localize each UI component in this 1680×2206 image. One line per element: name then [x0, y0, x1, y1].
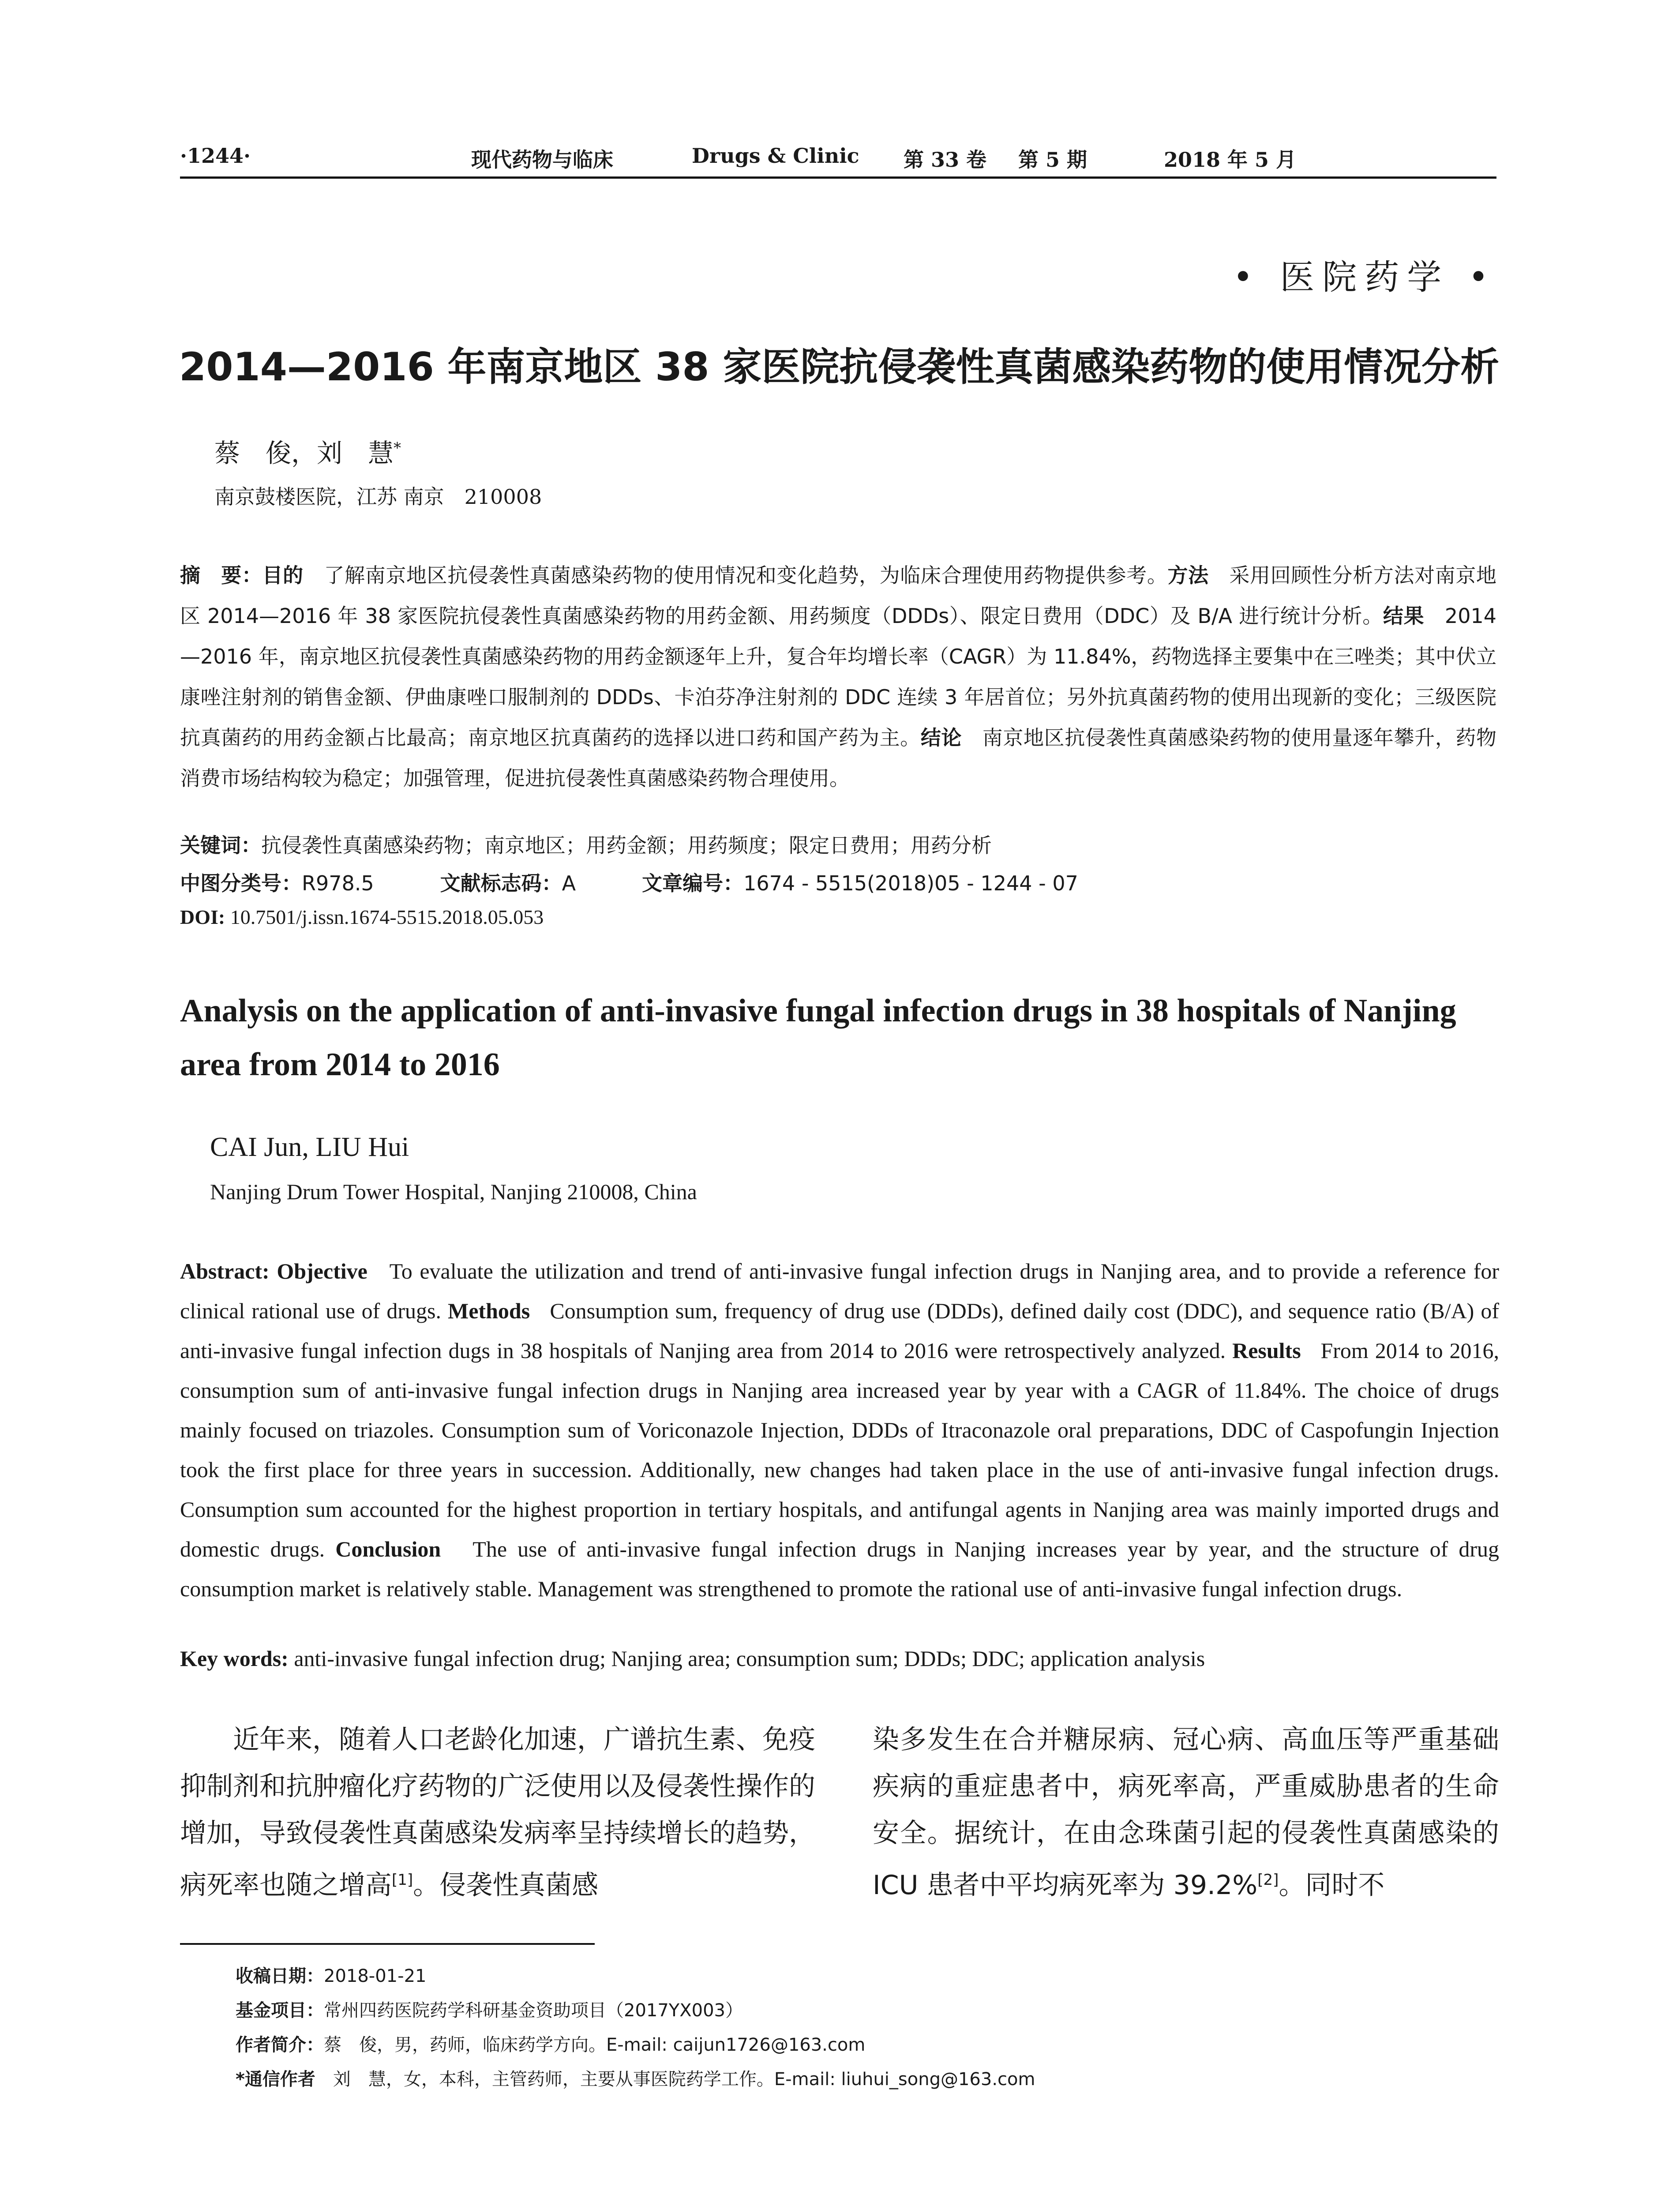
issue: 第 5 期 [1018, 148, 1088, 172]
author-names-cn: 蔡 俊，刘 慧 [214, 438, 394, 468]
keywords-label-cn: 关键词： [180, 833, 261, 857]
abstract-cn [180, 555, 1496, 799]
keywords-en [180, 1646, 1499, 1671]
body-column-left [180, 1716, 815, 1909]
affiliation-en: Nanjing Drum Tower Hospital, Nanjing 210008, China [210, 1179, 697, 1204]
body-text: 。侵袭性真菌感 [413, 1870, 599, 1901]
received-value: 2018-01-21 [324, 1966, 427, 1986]
author-bio-label: 作者简介： [236, 2035, 324, 2055]
issue-date: 2018 年 5 月 [1164, 148, 1297, 172]
clc-label: 中图分类号： [180, 871, 302, 895]
body-paragraph [180, 1716, 815, 1909]
affiliation-cn: 南京鼓楼医院，江苏 南京 210008 [214, 485, 542, 509]
abstract-label-en: Abstract: [180, 1259, 270, 1283]
results-label-en: Results [1232, 1338, 1301, 1363]
corresponding-value: 刘 慧，女，本科，主管药师，主要从事医院药学工作。E-mail: liuhui_song@163.com [333, 2069, 1035, 2090]
methods-cn: 采用回顾性分析方法对南京地区 2014—2016 年 38 家医院抗侵袭性真菌感染药物的用药金额、用药频度（DDDs）、限定日费用（DDC）及 B/A 进行统计分析。 [180, 563, 1497, 628]
article-title-en: Analysis on the application of anti-invasive fungal infection drugs in 38 hospitals of Nanjing area from 2014 to 2016 [180, 993, 1456, 1083]
conclusion-label-cn: 结论 [920, 726, 962, 750]
body-text: 。同时不 [1279, 1870, 1385, 1901]
author-bio-value: 蔡 俊，男，药师，临床药学方向。E-mail: caijun1726@163.com [324, 2035, 866, 2055]
keywords-text-cn: 抗侵袭性真菌感染药物；南京地区；用药金额；用药频度；限定日费用；用药分析 [261, 833, 992, 857]
conclusion-en: The use of anti-invasive fungal infection drugs in Nanjing increases year by year, and the structure of drug consumption market is relatively stable. Management was strengthened to promote the rational use of anti-invasive fungal infection drugs. [180, 1537, 1500, 1601]
methods-label-cn: 方法 [1167, 563, 1209, 587]
objective-en: To evaluate the utilization and trend of anti-invasive fungal infection drugs in Nanjing area, and to provide a reference for clinical rational use of drugs. [180, 1259, 1500, 1323]
body-text: 近年来，随着人口老龄化加速，广谱抗生素、免疫抑制剂和抗肿瘤化疗药物的广泛使用以及侵袭性操作的增加，导致侵袭性真菌感染发病率呈持续增长的趋势，病死率也随之增高 [180, 1724, 815, 1901]
fund-info [236, 1993, 1035, 2028]
methods-label-en: Methods [448, 1298, 530, 1323]
page-number: ·1244· [180, 144, 251, 168]
abstract-label-cn: 摘 要： [180, 563, 262, 587]
objective-label-cn: 目的 [262, 563, 304, 587]
doi-line [180, 905, 544, 929]
keywords-text-en: anti-invasive fungal infection drug; Nanjing area; consumption sum; DDDs; DDC; application analysis [294, 1646, 1205, 1671]
methods-en: Consumption sum, frequency of drug use (DDDs), defined daily cost (DDC), and sequence ratio (B/A) of anti-invasive fungal infection dugs in 38 hospitals of Nanjing area from 2014 to 2016 were retrospectively analyzed. [180, 1298, 1500, 1363]
results-cn: 2014—2016 年，南京地区抗侵袭性真菌感染药物的用药金额逐年上升，复合年均增长率（CAGR）为 11.84%，药物选择主要集中在三唑类；其中伏立康唑注射剂的销售金额、伊曲康唑口服制剂的 DDDs、卡泊芬净注射剂的 DDC 连续 3 年居首位；另外抗真菌药物的使用出现新的变化；三级医院抗真菌药的用药金额占比最高；南京地区抗真菌药的选择以进口药和国产药为主。 [180, 604, 1496, 750]
corresponding-label: *通信作者 [236, 2069, 315, 2090]
footnote-rule [180, 1943, 595, 1945]
received-label: 收稿日期： [236, 1966, 324, 1986]
fund-label: 基金项目： [236, 2000, 324, 2021]
volume: 第 33 卷 [904, 148, 987, 172]
body-text: 染多发生在合并糖尿病、冠心病、高血压等严重基础疾病的重症患者中，病死率高，严重威胁患者的生命安全。据统计，在由念珠菌引起的侵袭性真菌感染的 ICU 患者中平均病死率为 39.2% [873, 1724, 1499, 1901]
body-column-right [873, 1716, 1499, 1909]
doc-code-value: A [562, 871, 576, 895]
doc-code-label: 文献标志码： [440, 871, 562, 895]
results-label-cn: 结果 [1383, 604, 1425, 628]
results-en: From 2014 to 2016, consumption sum of anti-invasive fungal infection drugs in Nanjing area increased year by year with a CAGR of 11.84%. The choice of drugs mainly focused on triazoles. Consumption sum of Voriconazole Injection, DDDs of Itraconazole oral preparations, DDC of Caspofungin Injection took the first place for three years in succession. Additionally, new changes had taken place in the use of anti-invasive fungal infection drugs. Consumption sum accounted for the highest proportion in tertiary hospitals, and antifungal agents in Nanjing area was mainly imported drugs and domestic drugs. [180, 1338, 1500, 1561]
column-label: • 医院药学 • [1233, 258, 1496, 297]
citation-ref[interactable]: [1] [392, 1871, 413, 1889]
conclusion-cn: 南京地区抗侵袭性真菌感染药物的使用量逐年攀升，药物消费市场结构较为稳定；加强管理，促进抗侵袭性真菌感染药物合理使用。 [180, 726, 1497, 790]
article-number-label: 文章编号： [642, 871, 744, 895]
objective-label-en: Objective [277, 1259, 368, 1283]
journal-name-en: Drugs & Clinic [692, 144, 859, 168]
corresponding-mark: * [394, 439, 401, 457]
keywords-label-en: Key words: [180, 1646, 289, 1671]
doi-label: DOI: [180, 906, 225, 928]
doi-value[interactable]: 10.7501/j.issn.1674-5515.2018.05.053 [230, 906, 544, 928]
running-header [180, 140, 1496, 180]
body-paragraph [873, 1716, 1499, 1909]
header-rule [180, 176, 1496, 179]
objective-cn: 了解南京地区抗侵袭性真菌感染药物的使用情况和变化趋势，为临床合理使用药物提供参考。 [324, 563, 1168, 587]
authors-en: CAI Jun, LIU Hui [210, 1132, 409, 1162]
corresponding-author [236, 2062, 1035, 2097]
fund-value: 常州四药医院药学科研基金资助项目（2017YX003） [324, 2000, 743, 2021]
classification-line [180, 867, 1078, 897]
journal-name-cn: 现代药物与临床 [471, 148, 613, 172]
authors-cn [214, 432, 401, 469]
footnotes [236, 1959, 1035, 2097]
conclusion-label-en: Conclusion [335, 1537, 441, 1561]
article-number-value: 1674 - 5515(2018)05 - 1244 - 07 [743, 871, 1078, 895]
keywords-cn [180, 829, 992, 859]
article-title-cn: 2014—2016 年南京地区 38 家医院抗侵袭性真菌感染药物的使用情况分析 [179, 344, 1500, 390]
citation-ref[interactable]: [2] [1257, 1871, 1279, 1889]
abstract-en [180, 1251, 1499, 1609]
author-bio [236, 2028, 1035, 2062]
received-date [236, 1959, 1035, 1993]
clc-value: R978.5 [302, 871, 374, 895]
